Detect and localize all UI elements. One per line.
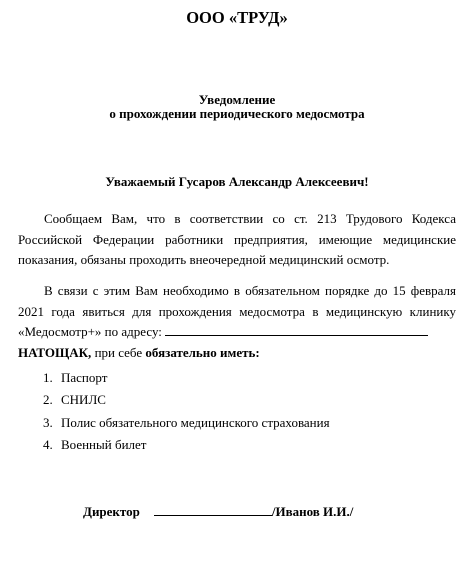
paragraph-legal-basis: Сообщаем Вам, что в соответствии со ст. 213 Трудового Кодекса Российской Федерации работники предприятия, имеющие медицинские показания, обязаны проходить внеочередной медицинский осмотр. [18,211,456,268]
signature-line [154,504,272,516]
list-item-number: 2. [43,392,53,408]
list-item-text: Военный билет [61,436,147,452]
list-item-number: 4. [43,436,53,452]
title-line-1: Уведомление [198,92,276,107]
fasting-note: НАТОЩАК, [18,345,92,360]
required-documents-list [18,370,458,459]
document-title [0,93,474,121]
list-item [18,437,458,459]
title-line-2: о прохождении периодического медосмотра [109,106,365,121]
list-item-number: 1. [43,370,53,385]
list-item [18,415,458,437]
signature-role: Директор [83,504,140,519]
required-items-heading [18,345,458,360]
signature-block [83,504,463,519]
signature-name: /Иванов И.И./ [271,504,354,519]
instructions-text: В связи с этим Вам необходимо в обязательном порядке до 15 февраля 2021 года явиться для прохождения медосмотра в медицинскую клинику «Медосмотр+» по адресу: [18,283,456,340]
greeting: Уважаемый Гусаров Александр Алексеевич! [105,174,369,189]
list-item [18,370,458,392]
list-item-text: Паспорт [61,370,108,385]
required-note: обязательно иметь: [145,345,260,360]
list-item [18,392,458,414]
address-blank-line [165,324,428,336]
paragraph-instructions [18,281,456,343]
required-connector: при себе [91,345,146,360]
list-item-number: 3. [43,414,53,430]
company-name: ООО «ТРУД» [186,8,288,27]
list-item-text: СНИЛС [61,392,106,408]
list-item-text: Полис обязательного медицинского страхования [61,414,330,430]
